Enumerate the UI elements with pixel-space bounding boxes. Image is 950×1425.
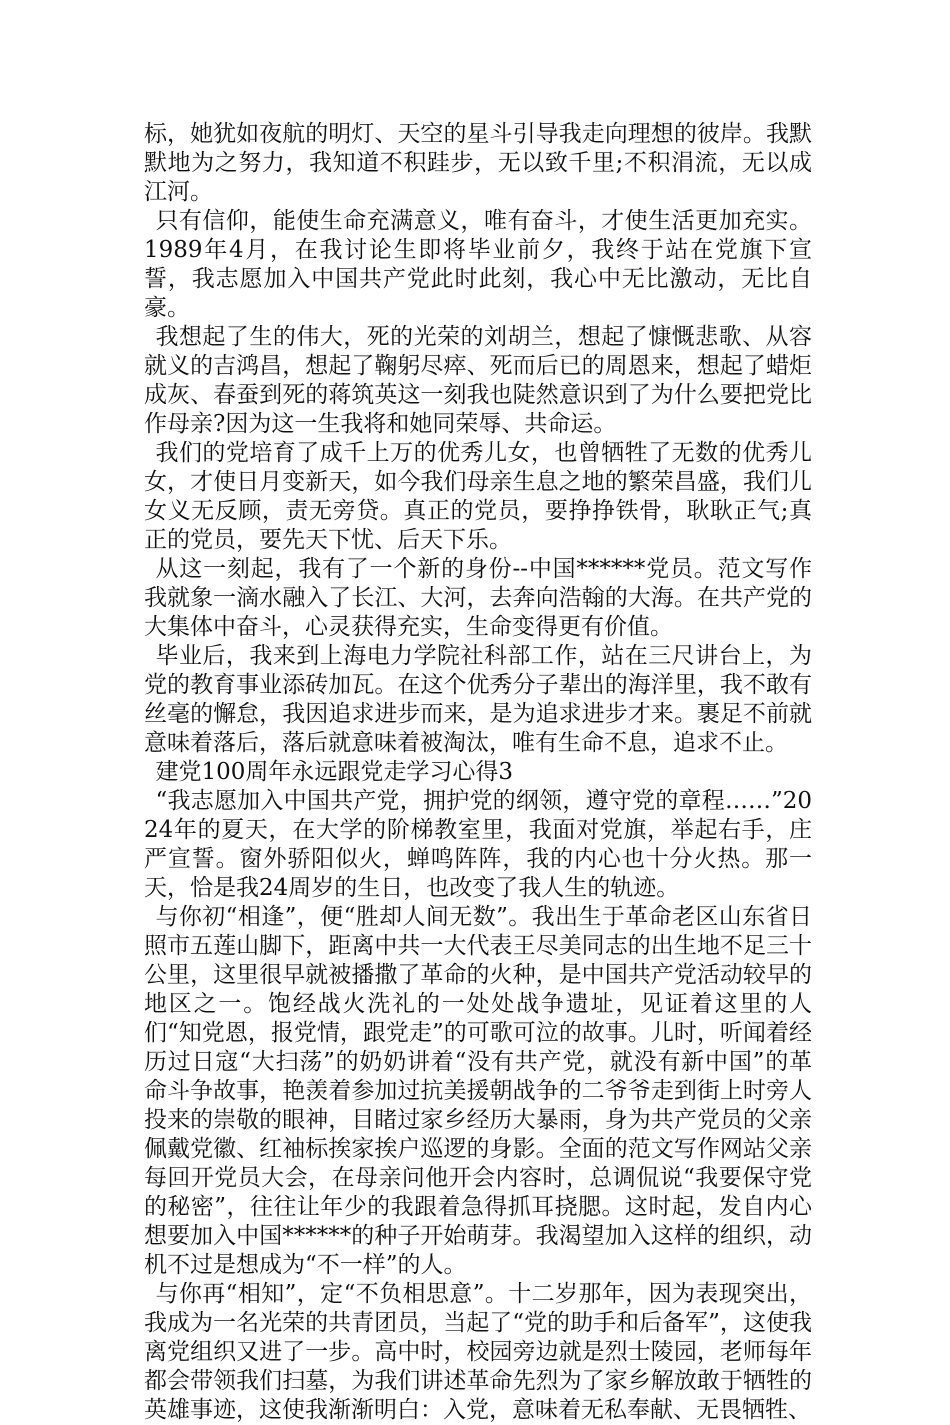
document-page [144,120,812,1425]
paragraph: 标，她犹如夜航的明灯、天空的星斗引导我走向理想的彼岸。我默默地为之努力，我知道不积跬步，无以致千里;不积涓流，无以成江河。 [144,121,812,205]
paragraph: 我想起了生的伟大，死的光荣的刘胡兰，想起了慷慨悲歌、从容就义的吉鸿昌，想起了鞠躬尽瘁、死而后已的周恩来，想起了蜡炬成灰、春蚕到死的蒋筑英这一刻我也陡然意识到了为什么要把党比作母亲?因为这一生我将和她同荣辱、共命运。 [144,324,812,437]
paragraph: 我们的党培育了成千上万的优秀儿女，也曾牺牲了无数的优秀儿女，才使日月变新天，如今我们母亲生息之地的繁荣昌盛，我们儿女义无反顾，责无旁贷。真正的党员，要挣挣铁骨，耿耿正气;真正的党员，要先天下忧、后天下乐。 [144,440,812,553]
paragraph: “我志愿加入中国共产党，拥护党的纲领，遵守党的章程……”2024年的夏天，在大学的阶梯教室里，我面对党旗，举起右手，庄严宣誓。窗外骄阳似火，蝉鸣阵阵，我的内心也十分火热。那一天，恰是我24周岁的生日，也改变了我人生的轨迹。 [144,788,812,901]
paragraph: 只有信仰，能使生命充满意义，唯有奋斗，才使生活更加充实。1989年4月，在我讨论生即将毕业前夕，我终于站在党旗下宣誓，我志愿加入中国共产党此时此刻，我心中无比激动，无比自豪。 [144,208,812,321]
paragraph: 从这一刻起，我有了一个新的身份--中国******党员。范文写作我就象一滴水融入了长江、大河，去奔向浩翰的大海。在共产党的大集体中奋斗，心灵获得充实，生命变得更有价值。 [144,556,812,640]
section-heading: 建党100周年永远跟党走学习心得3 [155,759,514,785]
paragraph: 毕业后，我来到上海电力学院社科部工作，站在三尺讲台上，为党的教育事业添砖加瓦。在这个优秀分子辈出的海洋里，我不敢有丝毫的懈怠，我因追求进步而来，是为追求进步才来。裹足不前就意味着落后，落后就意味着被淘汰，唯有生命不息，追求不止。 [144,643,812,756]
paragraph: 与你再“相知”，定“不负相思意”。十二岁那年，因为表现突出，我成为一名光荣的共青团员，当起了“党的助手和后备军”，这使我离党组织又进了一步。高中时，校园旁边就是烈士陵园，老师每年都会带领我们扫墓，为我们讲述革命先烈为了家乡解放敢于牺牲的英雄事迹，这使我渐渐明白：入党，意味着无私奉献、无畏牺牲、 [144,1281,812,1423]
paragraph: 与你初“相逢”，便“胜却人间无数”。我出生于革命老区山东省日照市五莲山脚下，距离中共一大代表王尽美同志的出生地不足三十公里，这里很早就被播撒了革命的火种，是中国共产党活动较早的地区之一。饱经战火洗礼的一处处战争遗址，见证着这里的人们“知党恩，报党情，跟党走”的可歌可泣的故事。儿时，听闻着经历过日寇“大扫荡”的奶奶讲着“没有共产党，就没有新中国”的革命斗争故事，艳羡着参加过抗美援朝战争的二爷爷走到街上时旁人投来的崇敬的眼神，目睹过家乡经历大暴雨，身为共产党员的父亲佩戴党徽、红袖标挨家挨户巡逻的身影。全面的范文写作网站父亲每回开党员大会，在母亲问他开会内容时，总调侃说“我要保守党的秘密”，往往让年少的我跟着急得抓耳挠腮。这时起，发自内心想要加入中国******的种子开始萌芽。我渴望加入这样的组织，动机不过是想成为“不一样”的人。 [144,904,812,1278]
